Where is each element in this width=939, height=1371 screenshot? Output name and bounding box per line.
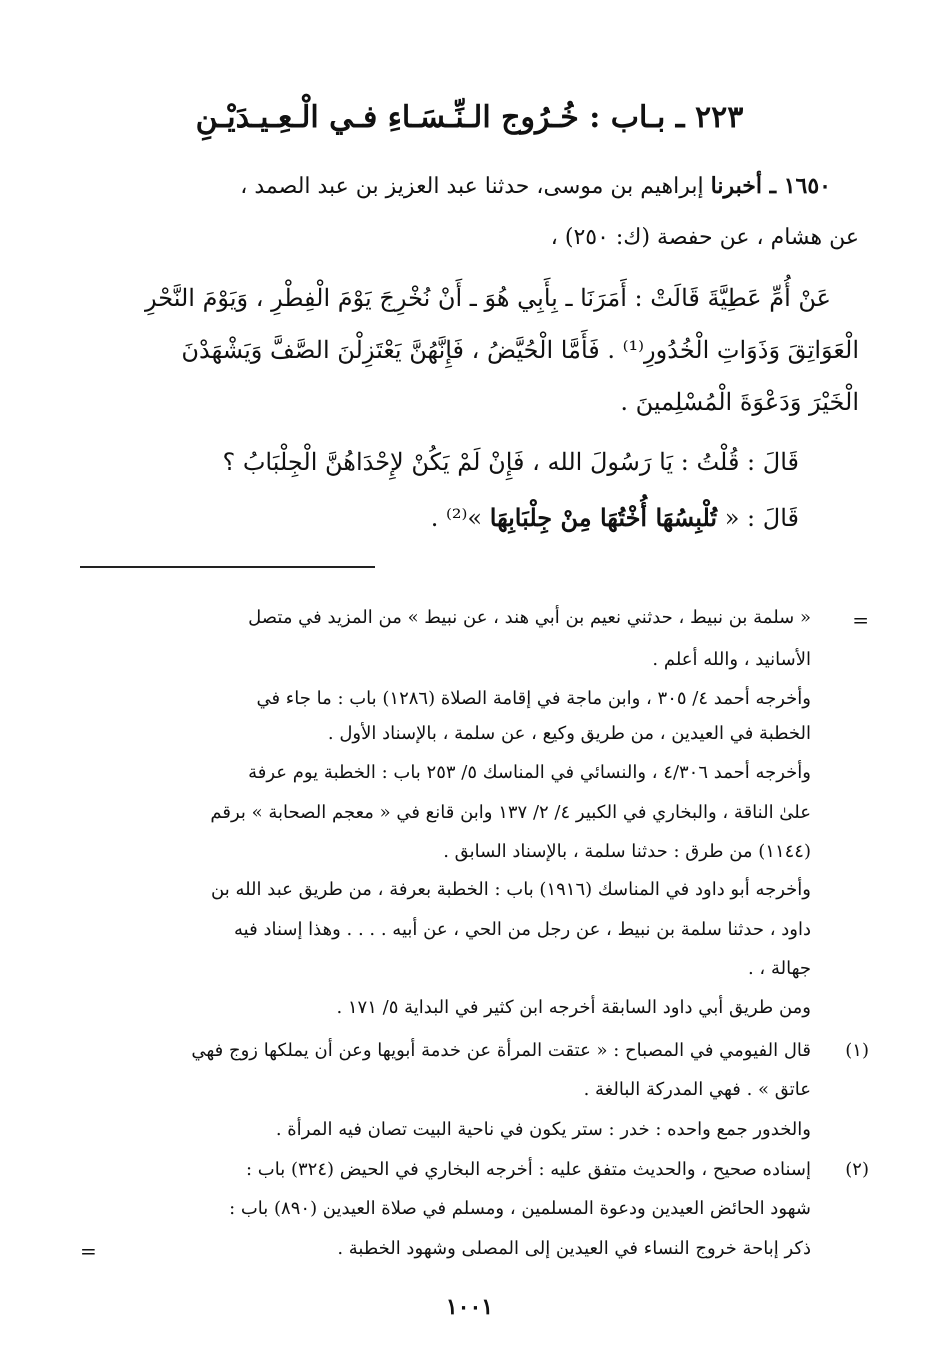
prophet-saying: تُلْبِسُهَا أُخْتُهَا مِنْ جِلْبَابِهَا bbox=[489, 503, 718, 532]
continuation-mark-bottom: = bbox=[80, 1239, 97, 1263]
footnote-1-line: والخدور جمع واحده : خدر : ستر يكون في ناحية البيت تصان فيه المرأة . bbox=[275, 1119, 811, 1140]
isnad-lead: أخبرنا bbox=[710, 173, 762, 199]
footnote-2-line: شهود الحائض العيدين ودعوة المسلمين ، ومسلم في صلاة العيدين (٨٩٠) باب : bbox=[229, 1198, 811, 1219]
qal-prefix: قَالَ : « bbox=[717, 504, 799, 532]
chapter-title: ٢٢٣ ـ بـاب : خُـرُوج الـنِّـسَـاءِ فـي الْـعِـيـدَيْـنِ bbox=[195, 100, 744, 135]
matn-line-5 bbox=[80, 496, 799, 540]
footnote-1-line: قال الفيومي في المصباح : « عتقت المرأة عن خدمة أبويها وعن أن يملكها زوج فهي bbox=[191, 1040, 811, 1061]
footnote-cont-line: جهالة ، . bbox=[747, 958, 811, 979]
footnote-cont-line: وأخرجه أبو داود في المناسك (١٩١٦) باب : الخطبة بعرفة ، من طريق عبد الله بن bbox=[211, 879, 811, 900]
qal-suffix: »⁽²⁾ . bbox=[430, 504, 490, 532]
footnote-cont-line: « سلمة بن نبيط ، حدثني نعيم بن أبي هند ، عن نبيط » من المزيد في متصل bbox=[248, 607, 811, 628]
footnote-2-line: إسناده صحيح ، والحديث متفق عليه : أخرجه البخاري في الحيض (٣٢٤) باب : bbox=[246, 1159, 811, 1180]
footnote-cont-line: داود ، حدثنا سلمة بن نبيط ، عن رجل من الحي ، عن أبيه . . . . وهذا إسناد فيه bbox=[234, 919, 811, 940]
isnad-line-1 bbox=[80, 166, 831, 207]
matn-line-2: الْعَوَاتِقَ وَذَوَاتِ الْخُدُورِ⁽¹⁾ . فَأَمَّا الْحُيَّضُ ، فَإِنَّهُنَّ يَعْتَزِلْنَ الصَّفَّ وَيَشْهَدْنَ bbox=[181, 336, 859, 364]
footnote-2-line: ذكر إباحة خروج النساء في العيدين إلى المصلى وشهود الخطبة . bbox=[337, 1238, 811, 1259]
isnad-line-2: عن هشام ، عن حفصة (ك: ٢٥٠) ، bbox=[550, 225, 859, 250]
continuation-mark-top: = bbox=[852, 608, 869, 632]
hadith-number: ١٦٥٠ ـ bbox=[761, 173, 831, 199]
footnote-cont-line: وأخرجه أحمد ٤/ ٣٠٥ ، وابن ماجة في إقامة الصلاة (١٢٨٦) باب : ما جاء في bbox=[256, 688, 811, 709]
footnote-cont-line: ومن طريق أبي داود السابقة أخرجه ابن كثير في البداية ٥/ ١٧١ . bbox=[336, 997, 811, 1018]
page-number: ١٠٠١ bbox=[445, 1294, 494, 1320]
footnote-cont-line: (١١٤٤) من طرق : حدثنا سلمة ، بالإسناد السابق . bbox=[443, 841, 811, 862]
footnote-cont-line: علىٰ الناقة ، والبخاري في الكبير ٤/ ٢/ ١٣٧ وابن قانع في « معجم الصحابة » برقم bbox=[210, 802, 811, 823]
footnote-1-line: عاتق » . فهي المدركة البالغة . bbox=[583, 1079, 811, 1100]
footnote-cont-line: الأسانيد ، والله أعلم . bbox=[652, 649, 811, 670]
matn-line-4: قَالَ : قُلْتُ : يَا رَسُولَ الله ، فَإِنْ لَمْ يَكُنْ لإِحْدَاهُنَّ الْجِلْبَابُ ؟ bbox=[222, 448, 799, 476]
footnote-cont-line: الخطبة في العيدين ، من طريق وكيع ، عن سلمة ، بالإسناد الأول . bbox=[327, 723, 811, 744]
footnote-2-marker: (٢) bbox=[845, 1159, 869, 1180]
footnote-1-marker: (١) bbox=[845, 1040, 869, 1061]
isnad-text: إبراهيم بن موسى، حدثنا عبد العزيز بن عبد الصمد ، bbox=[240, 174, 711, 199]
matn-line-3: الْخَيْرَ وَدَعْوَةَ الْمُسْلِمينَ . bbox=[620, 388, 859, 416]
matn-line-1: عَنْ أُمِّ عَطِيَّةَ قَالَتْ : أَمَرَنَا ـ بِأَبِي هُوَ ـ أَنْ نُخْرِجَ يَوْمَ الْفِطْرِ ، وَيَوْمَ النَّحْرِ bbox=[144, 284, 831, 312]
footnote-cont-line: وأخرجه أحمد ٤/٣٠٦ ، والنسائي في المناسك ٥/ ٢٥٣ باب : الخطبة يوم عرفة bbox=[248, 762, 811, 783]
footnote-separator bbox=[80, 566, 375, 568]
